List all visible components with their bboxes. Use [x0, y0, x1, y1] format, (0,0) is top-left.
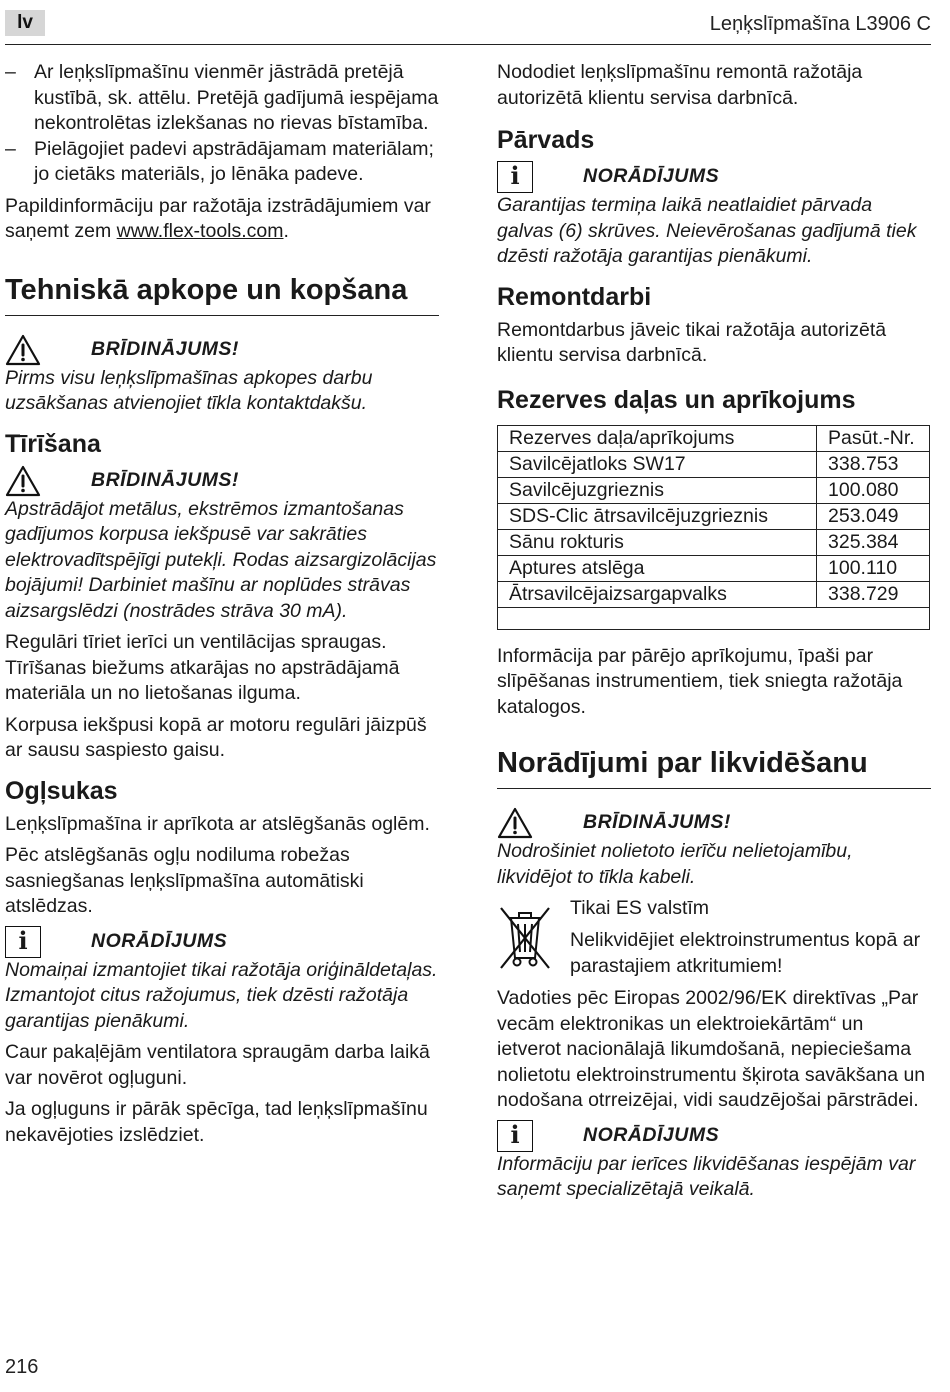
part-name: SDS-Clic ātrsavilcējuzgrieznis — [498, 503, 817, 529]
warning-label: BRĪDINĀJUMS! — [91, 337, 239, 360]
order-number: 325.384 — [817, 529, 930, 555]
table-row — [498, 581, 930, 607]
cleaning-paragraph: Korpusa iekšpusi kopā ar motoru regulāri jāizpūš ar sausu saspiesto gaisu. — [5, 713, 427, 761]
crossed-bin-icon — [497, 902, 553, 972]
warning-notice — [497, 807, 931, 839]
language-badge: lv — [5, 10, 45, 36]
page-header — [5, 8, 931, 45]
page-number: 216 — [5, 1356, 39, 1378]
weee-eu-only: Tikai ES valstīm — [570, 897, 710, 919]
note-text: Garantijas termiņa laikā neatlaidiet pārvada galvas (6) skrūves. Neievērošanas gadījumā tiek dzēsti ražotāja garantijas pienākumi. — [497, 194, 917, 267]
repairs-text: Remontdarbus jāveic tikai ražotāja autorizētā klientu servisa darbnīcā. — [497, 318, 887, 366]
note-notice — [497, 1120, 931, 1152]
note-text: Nomaiņai izmantojiet tikai ražotāja oriģināldetaļas. Izmantojot citus ražojumus, tiek dzēsti ražotāja garantijas pienākumi. — [5, 958, 438, 1032]
list-item: – Pielāgojiet padevi apstrādājamam materiālam; jo cietāks materiāls, jo lēnāka padeve. — [5, 137, 434, 185]
order-number: 338.753 — [817, 451, 930, 477]
weee-notice — [497, 896, 931, 984]
column-header: Rezerves daļa/aprīkojums — [498, 425, 817, 451]
note-label: NORĀDĪJUMS — [583, 1123, 720, 1146]
list-item: – Ar leņķslīpmašīnu vienmēr jāstrādā pretējā kustībā, sk. attēlu. Pretējā gadījumā iespējama nekontrolētas izlekšanas no rievas bīstamība. — [5, 61, 439, 134]
note-notice — [497, 161, 931, 193]
warning-text: Nodrošiniet nolietoto ierīču nelietojamību, likvidējot to tīkla kabeli. — [497, 840, 853, 888]
info-i-icon: i — [497, 1120, 533, 1152]
note-text: Informāciju par ierīces likvidēšanas iespējām var saņemt specializētajā veikalā. — [497, 1152, 916, 1200]
parts-table — [497, 425, 930, 608]
repair-intro: Nododiet leņķslīpmašīnu remontā ražotāja autorizētā klientu servisa darbnīcā. — [497, 61, 863, 109]
warning-text: Apstrādājot metālus, ekstrēmos izmantošanas gadījumos korpusa iekšpusē var sakrāties elektrovadītspējīgi putekļi. Rodas aizsargizolācijas bojājumi! Darbiniet mašīnu ar noplūdes strāvas aizsargslēdzi (nostrādes strāva 30 mA). — [5, 497, 437, 622]
table-row — [498, 555, 930, 581]
table-header-row — [498, 425, 930, 451]
header-title: Leņķslīpmašīna L3906 C — [709, 13, 931, 35]
info-i-icon: i — [5, 926, 41, 958]
maintenance-heading: Tehniskā apkope un kopšana — [5, 273, 439, 316]
warning-notice — [5, 465, 439, 497]
table-row — [498, 529, 930, 555]
brushes-paragraph: Leņķslīpmašīna ir aprīkota ar atslēgšanās oglēm. — [5, 812, 430, 835]
table-row — [498, 477, 930, 503]
disposal-heading: Norādījumi par likvidēšanu — [497, 746, 931, 789]
warning-triangle-icon — [5, 334, 41, 366]
note-notice — [5, 926, 439, 958]
repairs-heading: Remontdarbi — [497, 282, 652, 311]
warning-notice — [5, 334, 439, 366]
part-name: Sānu rokturis — [498, 529, 817, 555]
part-name: Savilcējuzgrieznis — [498, 477, 817, 503]
brushes-heading: Ogļsukas — [5, 776, 118, 805]
cleaning-heading: Tīrīšana — [5, 429, 101, 458]
info-i-icon: i — [497, 161, 533, 193]
warning-triangle-icon — [497, 807, 533, 839]
brushes-paragraph: Ja ogļuguns ir pārāk spēcīga, tad leņķslīpmašīnu nekavējoties izslēdziet. — [5, 1098, 428, 1146]
manufacturer-info: Papildinformāciju par ražotāja izstrādājumiem var saņemt zem www.flex-tools.com. — [5, 194, 431, 242]
order-number: 100.110 — [817, 555, 930, 581]
transport-heading: Pārvads — [497, 126, 595, 154]
table-footer-space — [497, 608, 930, 630]
order-number: 100.080 — [817, 477, 930, 503]
left-column — [5, 60, 439, 1154]
accessories-text: Informācija par pārējo aprīkojumu, īpaši par slīpēšanas instrumentiem, tiek sniegta ražotāja katalogos. — [497, 644, 903, 718]
brushes-paragraph: Caur pakaļējām ventilatora spraugām darba laikā var novērot ogļuguni. — [5, 1041, 430, 1089]
order-number: 253.049 — [817, 503, 930, 529]
right-column — [497, 60, 931, 1209]
cleaning-paragraph: Regulāri tīriet ierīci un ventilācijas spraugas. Tīrīšanas biežums atkarājas no apstrādājamā materiāla un no lietošanas ilguma. — [5, 631, 400, 704]
part-name: Savilcējatloks SW17 — [498, 451, 817, 477]
directive-text: Vadoties pēc Eiropas 2002/96/EK direktīvas „Par vecām elektronikas un elektroiekārtām“ un ietverot nacionālajā likumdošanā, nepieciešama nolietotu elektroinstrumentu šķirota savākšana un nodošana otrreizējai, vidi saudzējošai pārstrādei. — [497, 987, 926, 1111]
note-label: NORĀDĪJUMS — [91, 929, 228, 952]
table-row — [498, 503, 930, 529]
order-number: 338.729 — [817, 581, 930, 607]
column-header: Pasūt.-Nr. — [817, 425, 930, 451]
warning-text: Pirms visu leņķslīpmašīnas apkopes darbu uzsākšanas atvienojiet tīkla kontaktdakšu. — [5, 366, 373, 414]
table-row — [498, 451, 930, 477]
brushes-paragraph: Pēc atslēgšanās ogļu nodiluma robežas sasniegšanas leņķslīpmašīna automātiski atslēdzas. — [5, 844, 364, 917]
warning-label: BRĪDINĀJUMS! — [583, 811, 731, 834]
part-name: Ātrsavilcējaizsargapvalks — [498, 581, 817, 607]
note-label: NORĀDĪJUMS — [583, 165, 720, 188]
warning-label: BRĪDINĀJUMS! — [91, 468, 239, 491]
part-name: Aptures atslēga — [498, 555, 817, 581]
website-link[interactable]: www.flex-tools.com — [116, 220, 284, 242]
weee-instruction: Nelikvidējiet elektroinstrumentus kopā ar parastajiem atkritumiem! — [570, 929, 921, 977]
parts-heading: Rezerves daļas un aprīkojums — [497, 385, 856, 414]
warning-triangle-icon — [5, 465, 41, 497]
